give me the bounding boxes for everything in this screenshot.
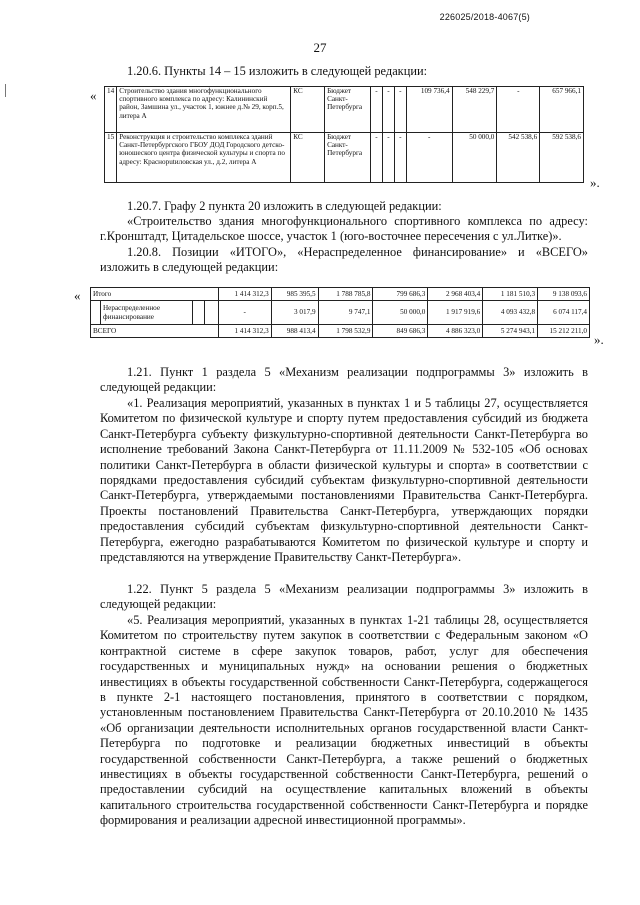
clause-1-21: 1.21. Пункт 1 раздела 5 «Механизм реализации подпрограммы 3» изложить в следующей редакции: [100,365,588,395]
clause-1-20-6: 1.20.6. Пункты 14 – 15 изложить в следующей редакции: [127,64,428,78]
value-cell: 849 686,3 [373,325,428,338]
value-cell: 799 686,3 [373,288,428,301]
value-cell: 9 138 093,6 [538,288,590,301]
empty-cell [192,301,204,325]
table-row [91,325,590,338]
table1-open-quote: « [90,88,97,103]
margin-mark [5,84,6,97]
row-label: Нераспределенное финансирование [100,301,192,325]
value-cell: 657 966,1 [540,87,584,133]
value-cell: 50 000,0 [373,301,428,325]
clause-1-20-7-text: «Строительство здания многофункционального спортивного комплекса по адресу: г.Кронштадт, Цитадельское шоссе, участок 1 (юго-восточнее пересечения с ул.Литке)». [100,214,588,244]
value-cell: - [394,133,406,183]
value-cell: 4 093 432,8 [483,301,538,325]
value-cell: - [218,301,271,325]
clause-1-20-8: 1.20.8. Позиции «ИТОГО», «Нераспределенное финансирование» и «ВСЕГО» изложить в следующей редакции: [100,245,588,275]
value-cell: - [382,87,394,133]
value-cell: 15 212 211,0 [538,325,590,338]
value-cell: 1 917 919,6 [428,301,483,325]
table-items-14-15 [104,86,584,183]
row-label: ВСЕГО [91,325,219,338]
value-cell: 9 747,1 [318,301,373,325]
empty-cell [91,301,101,325]
value-cell: 988 413,4 [271,325,318,338]
value-cell: 1 414 312,3 [218,288,271,301]
table2-close-quote: ». [594,332,604,347]
value-cell: - [371,87,383,133]
table-row [105,87,584,133]
value-cell: 1 788 785,8 [318,288,373,301]
clause-1-22: 1.22. Пункт 5 раздела 5 «Механизм реализации подпрограммы 3» изложить в следующей редакции: [100,582,588,612]
value-cell: - [382,133,394,183]
row-label: Итого [91,288,219,301]
clause-1-21-text: «1. Реализация мероприятий, указанных в пунктах 1 и 5 таблицы 27, осуществляется Комитетом по физической культуре и спорту путем предоставления субсидий из бюджета Санкт-Петербурга субъекту физкультурно-спортивной деятельности Санкт-Петербурга во исполнение требований Закона Санкт-Петербурга от 11.11.2009 № 532-105 «Об основах политики Санкт-Петербурга в области физической культуры и спорта» в соответствии с порядками предоставления субсидий субъектам физкультурно-спортивной деятельности Санкт-Петербурга, утверждаемыми постановлениями Правительства Санкт-Петербурга. Проекты постановлений Правительства Санкт-Петербурга, утверждающих порядки предоставления субсидий субъектам физкультурно-спортивной деятельности Санкт-Петербурга, ежегодно разрабатываются Комитетом по физической культуре и спорту и представляются на утверждение Правительству Санкт-Петербурга». [100,396,588,565]
funding-source: Бюджет Санкт-Петербурга [325,87,371,133]
value-cell: 592 538,6 [540,133,584,183]
value-cell: 542 538,6 [497,133,540,183]
value-cell: 109 736,4 [406,87,452,133]
executor-cell: КС [291,87,325,133]
clause-1-20-7: 1.20.7. Графу 2 пункта 20 изложить в следующей редакции: [127,199,442,213]
value-cell: 5 274 943,1 [483,325,538,338]
value-cell: 548 229,7 [452,87,497,133]
value-cell: 6 074 117,4 [538,301,590,325]
clause-1-22-text: «5. Реализация мероприятий, указанных в пунктах 1-21 таблицы 28, осуществляется Комитетом по строительству путем закупок в соответствии с Федеральным законом «О контрактной системе в сфере закупок товаров, работ, услуг для обеспечения государственных и муниципальных нужд» на основании решения о бюджетных инвестициях в объекты государственной собственности Санкт-Петербурга, содержащегося в пункте 2-1 настоящего постановления, принятого в соответствии с порядком, установленным постановлением Правительства Санкт-Петербурга от 20.10.2010 № 1435 «Об организации деятельности исполнительных органов государственной власти Санкт-Петербурга по подготовке и реализации бюджетных инвестиций в объекты государственной собственности Санкт-Петербурга, а также решений о бюджетных инвестициях в объекты государственной собственности Санкт-Петербурга, решений о предоставлении субсидий на осуществление капитальных вложений в объекты капитального строительства государственной собственности Санкт-Петербурга и порядке формирования и реализации адресной инвестиционной программы». [100,613,588,828]
object-name: Реконструкция и строительство комплекса зданий Санкт-Петербургского ГБОУ ДОД Городского детско-юношеского центра физической культуры и спорта по адресу: Красноputиловская ул., д.2, литера А [117,133,291,183]
table-row [105,133,584,183]
table1-close-quote: ». [590,175,600,190]
value-cell: 50 000,0 [452,133,497,183]
empty-cell [204,301,218,325]
funding-source: Бюджет Санкт-Петербурга [325,133,371,183]
value-cell: - [497,87,540,133]
table-row [91,288,590,301]
page-number: 27 [313,40,327,55]
table-totals [90,287,590,338]
value-cell: 2 968 403,4 [428,288,483,301]
executor-cell: КС [291,133,325,183]
row-number: 14 [105,87,117,133]
value-cell: 1 414 312,3 [218,325,271,338]
document-number: 226025/2018-4067(5) [439,12,530,22]
row-number: 15 [105,133,117,183]
value-cell: 985 395,5 [271,288,318,301]
value-cell: - [394,87,406,133]
table2-open-quote: « [74,288,81,303]
value-cell: 1 798 532,9 [318,325,373,338]
value-cell: 4 886 323,0 [428,325,483,338]
value-cell: - [371,133,383,183]
value-cell: 3 017,9 [271,301,318,325]
value-cell: - [406,133,452,183]
object-name: Строительство здания многофункционального спортивного комплекса по адресу: Калининский район, Замшина ул., участок 1, южнее д.№ 29, корп.5, литера А [117,87,291,133]
table-row [91,301,590,325]
value-cell: 1 181 510,3 [483,288,538,301]
